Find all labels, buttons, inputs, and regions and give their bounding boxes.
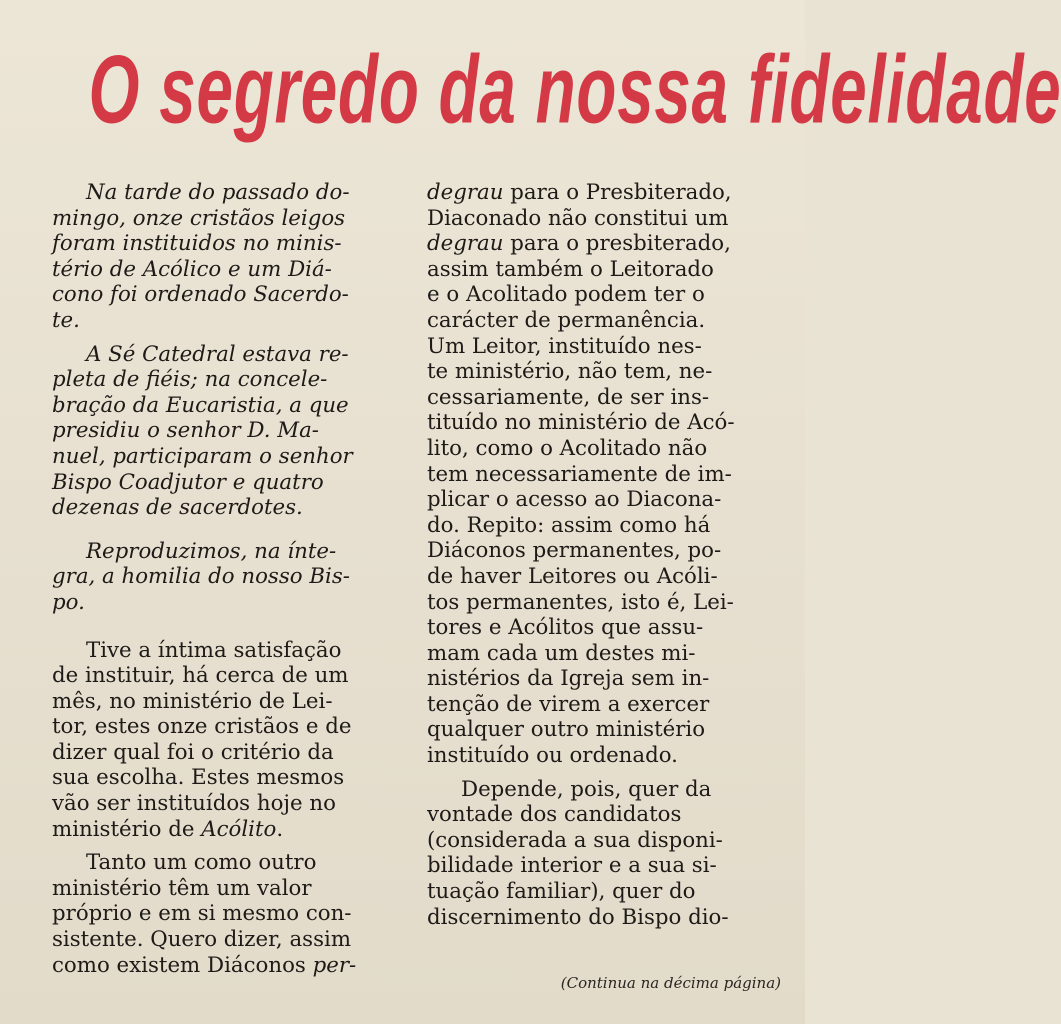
body-paragraph-1 [52, 638, 404, 843]
text-line: plicar o acesso ao Diacona- [427, 487, 722, 513]
text-line: bilidade interior e a sua si- [427, 853, 717, 879]
text-line: Um Leitor, instituído nes- [427, 333, 702, 359]
text-line: cono foi ordenado Sacerdo- [52, 282, 349, 308]
intro-paragraph-3 [52, 539, 404, 616]
text-line: de instituir, há cerca de um [52, 663, 349, 689]
text-line: mingo, onze cristãos leigos [52, 205, 346, 231]
text-run: ministério de [52, 816, 202, 842]
text-line: carácter de permanência. [427, 307, 706, 333]
text-line: Na tarde do passado do- [86, 180, 350, 205]
text-line: nistérios da Igreja sem in- [427, 666, 710, 692]
text-run: para o presbiterado, [503, 231, 731, 257]
italic-term: Acólito [201, 816, 277, 842]
text-line: gra, a homilia do nosso Bis- [52, 564, 350, 590]
text-line: te ministério, não tem, ne- [427, 359, 713, 385]
text-line: tuação familiar), quer do [427, 879, 696, 905]
text-line: de haver Leitores ou Acóli- [427, 563, 718, 589]
text-line: Depende, pois, quer da [461, 776, 712, 802]
text-line: sistente. Quero dizer, assim [52, 927, 352, 953]
text-line: mam cada um destes mi- [427, 640, 696, 666]
continuation-note: (Continua na décima página) [560, 974, 781, 992]
text-line [427, 180, 785, 206]
text-line: po. [52, 589, 85, 615]
text-line: do. Repito: assim como há [427, 512, 711, 538]
text-line: Tive a íntima satisfação [86, 637, 342, 663]
text-line: tores e Acólitos que assu- [427, 615, 704, 641]
text-line: Reproduzimos, na ínte- [86, 538, 337, 564]
text-line [427, 231, 785, 257]
right-column [427, 180, 785, 930]
text-line: tério de Acólico e um Diá- [52, 256, 332, 282]
text-line: tituído no ministério de Acó- [427, 410, 735, 436]
text-line: e o Acolitado podem ter o [427, 282, 705, 308]
text-line: nuel, participaram o senhor [52, 443, 353, 469]
left-column [52, 180, 404, 978]
intro-paragraph-2 [52, 342, 404, 521]
text-line [52, 817, 404, 843]
intro-paragraph-1 [52, 180, 404, 334]
text-line: pleta de fiéis; na concele- [52, 367, 328, 393]
text-line: Diáconos permanentes, po- [427, 538, 722, 564]
article-title: O segredo da nossa fidelidade [88, 34, 1061, 144]
text-line: foram instituidos no minis- [52, 231, 342, 257]
body-paragraph-2 [52, 850, 404, 978]
body-paragraph-4 [427, 777, 785, 931]
text-line: A Sé Catedral estava re- [86, 341, 349, 367]
text-line: (considerada a sua disponi- [427, 827, 723, 853]
text-line: cessariamente, de ser ins- [427, 384, 710, 410]
text-line: bração da Eucaristia, a que [52, 392, 349, 418]
text-line: vontade dos candidatos [427, 802, 682, 828]
italic-term: degrau [427, 231, 504, 257]
text-line: mês, no ministério de Lei- [52, 688, 333, 714]
text-line: assim também o Leitorado [427, 256, 714, 282]
text-line: lito, como o Acolitado não [427, 435, 708, 461]
text-line: te. [52, 307, 80, 333]
text-line: tor, estes onze cristãos e de [52, 714, 352, 740]
text-line: vão ser instituídos hoje no [52, 791, 336, 817]
text-line: próprio e em si mesmo con- [52, 901, 352, 927]
text-line: discernimento do Bispo dio- [427, 904, 729, 930]
text-line: Diaconado não constitui um [427, 205, 729, 231]
text-line: tem necessariamente de im- [427, 461, 732, 487]
text-line [52, 953, 404, 979]
text-run: para o Presbiterado, [503, 180, 732, 205]
text-line: tos permanentes, isto é, Lei- [427, 589, 734, 615]
text-line: sua escolha. Estes mesmos [52, 765, 345, 791]
text-line: presidiu o senhor D. Ma- [52, 418, 319, 444]
text-line: Tanto um como outro [86, 850, 317, 876]
italic-term: per- [312, 952, 357, 978]
text-run: como existem Diáconos [52, 952, 313, 978]
italic-term: degrau [427, 180, 504, 205]
text-line: instituído ou ordenado. [427, 743, 678, 769]
text-line: dizer qual foi o critério da [52, 739, 334, 765]
text-line: Bispo Coadjutor e quatro [52, 469, 324, 495]
text-run: . [276, 816, 284, 842]
body-paragraph-3 [427, 180, 785, 769]
text-line: tenção de virem a exercer [427, 691, 710, 717]
text-line: dezenas de sacerdotes. [52, 495, 303, 521]
text-line: qualquer outro ministério [427, 717, 706, 743]
text-line: ministério têm um valor [52, 875, 312, 901]
